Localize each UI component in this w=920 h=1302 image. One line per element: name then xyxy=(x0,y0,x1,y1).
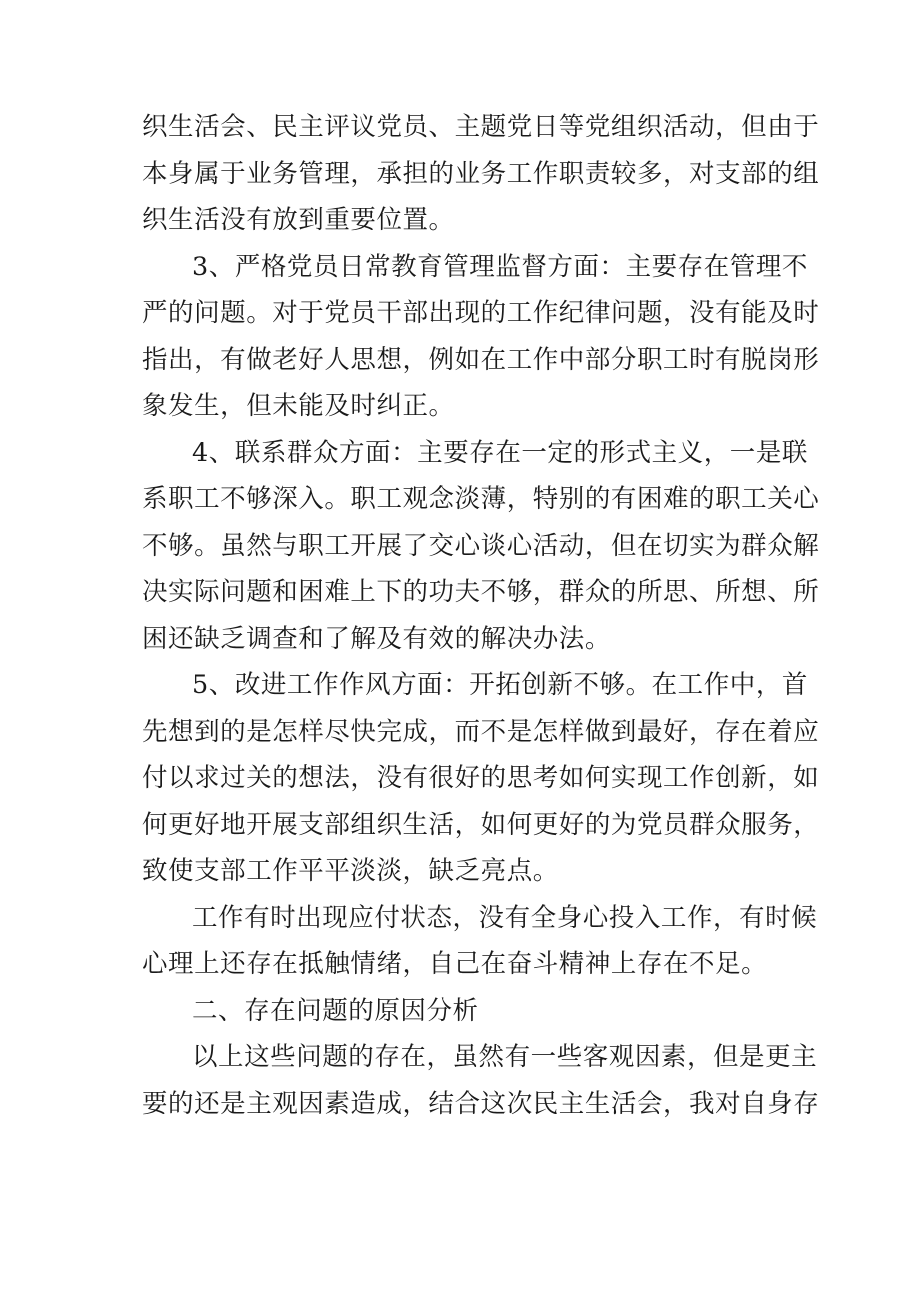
text-line: 指出，有做老好人思想，例如在工作中部分职工时有脱岗形 xyxy=(142,344,820,375)
text-line: 困还缺乏调查和了解及有效的解决办法。 xyxy=(142,623,611,654)
text-line: 致使支部工作平平淡淡，缺乏亮点。 xyxy=(142,856,559,886)
text-line: 决实际问题和困难上下的功夫不够，群众的所思、所想、所 xyxy=(142,577,820,607)
section-two-heading: 二、存在问题的原因分析 xyxy=(192,995,479,1026)
text-line: 严的问题。对于党员干部出现的工作纪律问题，没有能及时 xyxy=(142,298,820,328)
text-line: 何更好地开展支部组织生活，如何更好的为党员群众服务， xyxy=(142,809,820,840)
text-line: 象发生，但未能及时纠正。 xyxy=(142,391,455,421)
text-line: 系职工不够深入。职工观念淡薄，特别的有困难的职工关心 xyxy=(142,484,820,514)
text-line: 先想到的是怎样尽快完成，而不是怎样做到最好，存在着应 xyxy=(142,716,820,747)
text-line: 付以求过关的想法，没有很好的思考如何实现工作创新，如 xyxy=(142,763,820,793)
text-line: 要的还是主观因素造成，结合这次民主生活会，我对自身存 xyxy=(142,1088,820,1119)
text-line: 不够。虽然与职工开展了交心谈心活动，但在切实为群众解 xyxy=(142,530,820,561)
text-line: 心理上还存在抵触情绪，自己在奋斗精神上存在不足。 xyxy=(142,949,768,979)
text-line: 本身属于业务管理，承担的业务工作职责较多，对支部的组 xyxy=(142,158,820,189)
text-line: 织生活会、民主评议党员、主题党日等党组织活动，但由于 xyxy=(142,112,820,142)
section-4-heading-line: 4、联系群众方面：主要存在一定的形式主义，一是联 xyxy=(192,437,808,468)
section-5-heading-line: 5、改进工作作风方面：开拓创新不够。在工作中，首 xyxy=(192,670,808,700)
section-3-heading-line: 3、严格党员日常教育管理监督方面：主要存在管理不 xyxy=(192,251,808,282)
paragraph-start-line: 工作有时出现应付状态，没有全身心投入工作，有时候 xyxy=(192,902,818,933)
document-body xyxy=(142,104,820,1127)
text-line: 织生活没有放到重要位置。 xyxy=(142,205,455,235)
paragraph-start-line: 以上这些问题的存在，虽然有一些客观因素，但是更主 xyxy=(192,1042,818,1072)
